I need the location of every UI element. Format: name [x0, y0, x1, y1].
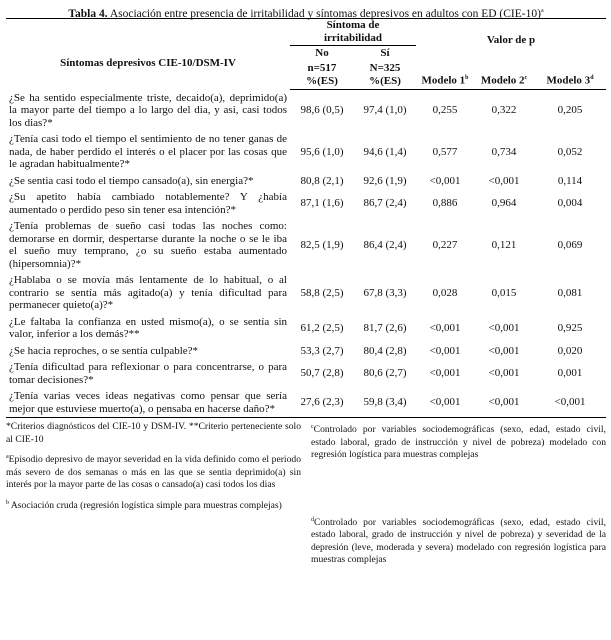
table-row: [6, 314, 606, 343]
cell-si: 81,7 (2,6): [363, 321, 407, 334]
table-row: [6, 218, 606, 272]
header-pvalue: Valor de p: [416, 19, 606, 62]
cell-si: 67,8 (3,3): [363, 286, 407, 299]
cell-m2: 0,964: [491, 197, 517, 210]
fn-b-mark: b: [6, 499, 9, 506]
cell-q: ¿Le faltaba la confianza en usted mismo(a), o se sentía sin valor, inferior a los demás?**: [9, 315, 287, 340]
fn-b-text: Asociación cruda (regresión logística simple para muestras complejas): [10, 499, 282, 511]
footnote-a: [6, 451, 301, 492]
cell-m2: <0,001: [488, 367, 520, 380]
header-model3: [534, 61, 606, 90]
cell-q: ¿Se sentia casi todo el tiempo cansado(a), sin energia?*: [9, 174, 254, 187]
results-table: [6, 18, 606, 418]
cell-m3: 0,052: [557, 145, 583, 158]
cell-q: ¿Se hacia reproches, o se sentía culpable?*: [9, 344, 199, 357]
table-title: [6, 4, 606, 18]
cell-si: 86,7 (2,4): [363, 197, 407, 210]
cell-q: ¿Se ha sentido especialmente triste, decaido(a), deprimido(a) la mayor parte del tiempo a lo largo del dia, y asi, casi todos los dias?*: [9, 91, 287, 129]
cell-m3: 0,081: [557, 286, 583, 299]
cell-q: ¿Tenía varias veces ideas negativas como pensar que sería mejor que estuviese muerto(a), o pensaba en hacerse daño?*: [6, 388, 290, 418]
table-row: [6, 189, 606, 218]
cell-no: 82,5 (1,9): [300, 238, 344, 251]
cell-q: ¿Hablaba o se movía más lentamente de lo habitual, o al contrario se sentía más agitado(a) y tenía dificultad para permanecer quieto(a)?*: [9, 274, 287, 311]
cell-no: 80,8 (2,1): [300, 174, 344, 187]
cell-m2: <0,001: [474, 388, 534, 418]
header-n-no: [290, 61, 354, 90]
cell-m1: 0,255: [432, 104, 458, 117]
cell-m2: 0,734: [491, 145, 517, 158]
m3-sup: d: [590, 75, 594, 82]
fn-a-text: Episodio depresivo de mayor severidad en la vida definido como el periodo más severo de dos semanas o más en las que se sentia deprimido(a) sin interés por la mayor parte de las cosas o cansado(a) casi todos los dias: [6, 454, 301, 491]
cell-no: 98,6 (0,5): [300, 104, 344, 117]
footnotes: [6, 421, 606, 572]
footnote-d: [311, 514, 606, 567]
cell-no: 61,2 (2,5): [300, 321, 344, 334]
cell-m3: 0,001: [557, 367, 583, 380]
title-label: Tabla 4.: [68, 7, 108, 20]
cell-no: 53,3 (2,7): [300, 344, 344, 357]
pct-no: %(ES): [306, 75, 338, 87]
fn-d-text: Controlado por variables sociodemográficas (sexo, edad, estado civil, estado laboral, grado de instrucción y nivel de pobreza) y severidad de la depresión (leve, moderada y severa) modelado con regresión logística para muestras complejas: [311, 516, 606, 566]
cell-m3: 0,020: [557, 344, 583, 357]
cell-m2: <0,001: [488, 321, 520, 334]
cell-no: 87,1 (1,6): [300, 197, 344, 210]
cell-si: 94,6 (1,4): [363, 145, 407, 158]
header-si: Sí: [380, 47, 390, 59]
title-mark: a: [540, 8, 544, 14]
header-no: No: [315, 47, 329, 59]
cell-m3: 0,069: [557, 238, 583, 251]
m2-sup: c: [524, 75, 528, 82]
n-no: n=517: [307, 62, 337, 74]
cell-no: 95,6 (1,0): [300, 145, 344, 158]
cell-m2: <0,001: [488, 344, 520, 357]
cell-m1: 0,028: [432, 286, 458, 299]
cell-si: 97,4 (1,0): [363, 104, 407, 117]
header-n-si: [354, 61, 416, 90]
cell-si: 86,4 (2,4): [363, 238, 407, 251]
n-si: N=325: [369, 62, 401, 74]
cell-q: ¿Tenía problemas de sueño casi todas las noches como: demorarse en dormir, despertarse durante la noche o se le iba el sueño muy temprano, ¿o su sueño estaba aumentado (hipersomnia)?*: [9, 220, 287, 270]
cell-m3: 0,925: [557, 321, 583, 334]
table-row: [6, 272, 606, 314]
table-row: [6, 359, 606, 388]
cell-m2: 0,015: [491, 286, 517, 299]
footnote-star: *Criterios diagnósticos del CIE-10 y DSM-IV. **Criterio perteneciente solo al CIE-10: [6, 421, 301, 445]
m1-label: Modelo 1: [421, 75, 466, 87]
cell-m1: 0,886: [432, 197, 458, 210]
cell-m1: 0,227: [432, 238, 458, 251]
table-row: [6, 343, 606, 360]
table-document: [6, 4, 606, 572]
table-row: [6, 388, 606, 418]
cell-si: 80,4 (2,8): [363, 344, 407, 357]
cell-si: 92,6 (1,9): [363, 174, 407, 187]
fn-c-text: Controlado por variables sociodemográficas (sexo, edad, estado civil, estado laboral, grado de instrucción y nivel de pobreza) modelado con regresión logística para muestras complejas: [311, 424, 606, 461]
cell-m1: <0,001: [429, 367, 461, 380]
m3-label: Modelo 3: [546, 75, 591, 87]
m2-label: Modelo 2: [480, 75, 525, 87]
fn-d-mark: d: [311, 516, 314, 523]
m1-sup: b: [465, 75, 469, 82]
cell-q: ¿Su apetito había cambiado notablemente? Y ¿había aumentado o perdido peso sin tener esa intención?*: [9, 191, 287, 216]
cell-m1: <0,001: [429, 344, 461, 357]
cell-m3: <0,001: [534, 388, 606, 418]
footnote-b: [6, 497, 301, 513]
fn-c-mark: c: [311, 424, 314, 430]
cell-si: 80,6 (2,7): [363, 367, 407, 380]
fn-a-mark: a: [6, 454, 9, 460]
cell-m2: 0,121: [491, 238, 517, 251]
cell-no: 27,6 (2,3): [290, 388, 354, 418]
cell-m2: 0,322: [491, 104, 517, 117]
cell-m1: <0,001: [429, 321, 461, 334]
cell-si: 59,8 (3,4): [354, 388, 416, 418]
header-irritability: Síntoma de irritabilidad: [290, 19, 416, 46]
cell-q: ¿Tenía casi todo el tiempo el sentimiento de no tener ganas de nada, de haber perdido el interés o el placer por las cosas que le agradan habitualmente?*: [9, 133, 287, 170]
cell-m1: <0,001: [416, 388, 474, 418]
cell-m3: 0,114: [557, 174, 583, 187]
table-row: [6, 90, 606, 132]
cell-m1: <0,001: [429, 174, 461, 187]
cell-no: 58,8 (2,5): [300, 286, 344, 299]
footnote-c: [311, 421, 606, 462]
cell-m3: 0,205: [557, 104, 583, 117]
cell-m3: 0,004: [557, 197, 583, 210]
header-model1: [416, 61, 474, 90]
title-text: Asociación entre presencia de irritabilidad y síntomas depresivos en adultos con ED (CIE-10): [109, 7, 541, 20]
header-model2: [474, 61, 534, 90]
cell-no: 50,7 (2,8): [300, 367, 344, 380]
cell-m1: 0,577: [432, 145, 458, 158]
cell-m2: <0,001: [488, 174, 520, 187]
pct-si: %(ES): [369, 75, 401, 87]
header-symptoms: Síntomas depresivos CIE-10/DSM-IV: [6, 19, 290, 90]
table-row: [6, 131, 606, 173]
table-row: [6, 173, 606, 190]
cell-q: ¿Tenía dificultad para reflexionar o para concentrarse, o para tomar decisiones?*: [9, 361, 287, 386]
